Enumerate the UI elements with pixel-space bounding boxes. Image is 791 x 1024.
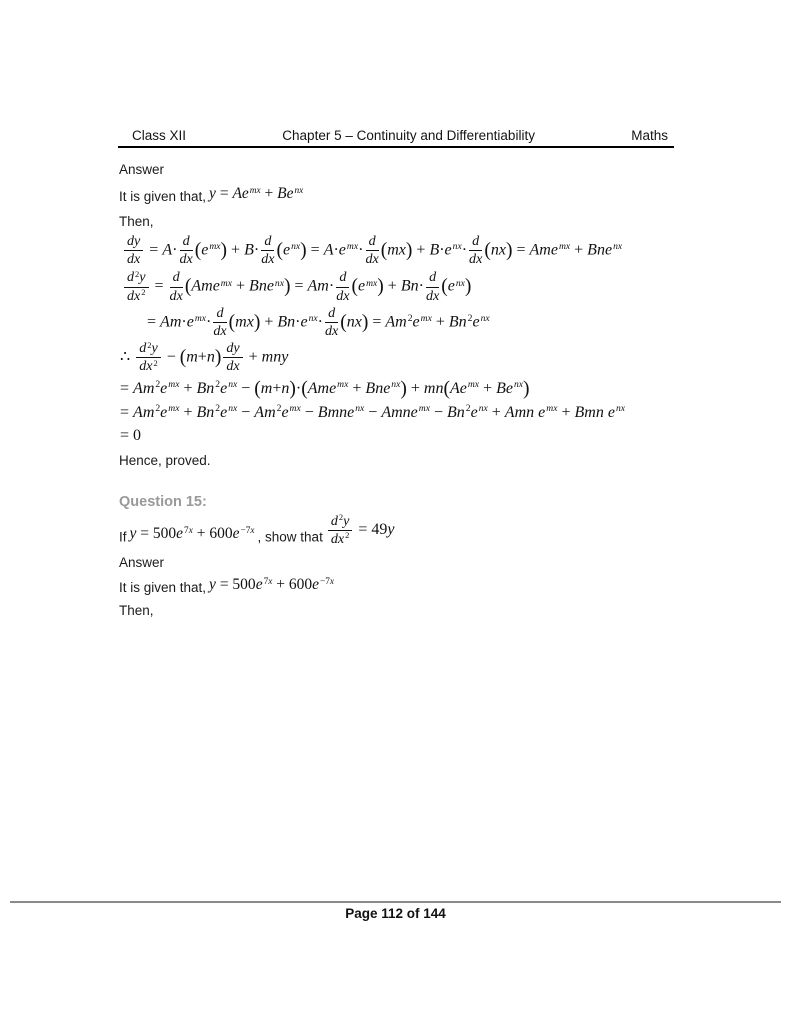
given-prefix: It is given that,: [119, 189, 207, 204]
page-number: Page 112 of 144: [345, 906, 446, 921]
page-content: [119, 155, 699, 619]
then-label-2: Then,: [119, 603, 154, 619]
header-divider: [118, 146, 674, 148]
inline-equation-given-2: $y = 500e^{7x} + 600e^{-7x}$: [209, 576, 335, 594]
equation-line-4: ∴ $\frac{d^2y}{dx^2}$ − (m+n) $\frac{dy}{dx}$ + mny: [120, 339, 289, 375]
answer-label: Answer: [119, 162, 165, 177]
equation-line-3: = $Am\cdot e^{mx}\cdot$ $\frac{d}{dx}$ $(mx) + Bn\cdot e^{nx}\cdot$ $\frac{d}{dx}$ $(nx) = Am^2e^{mx} + Bn^2e^{nx}$: [147, 304, 490, 340]
equation-line-5: = $Am^2e^{mx} + Bn^2e^{nx} - (m+n)\cdot(Ame^{mx} + Bne^{nx}) + mn(Ae^{mx} + Be^{nx})$: [120, 378, 530, 400]
header-subject-label: Maths: [631, 128, 668, 143]
given-prefix-2: It is given that,: [119, 580, 207, 596]
inline-equation-given: $y = Ae^{mx} + Be^{nx}$: [209, 185, 304, 202]
equation-line-6: = $Am^2e^{mx} + Bn^2e^{nx} - Am^2e^{mx}$ − Bmne$^{nx}$ − Amne$^{mx}$ − $Bn^2e^{nx}$ + Amn $e^{mx}$ + Bmn $e^{nx}$: [120, 403, 625, 421]
inline-equation-show: $\frac{d^2y}{dx^2}$ = 49y: [326, 521, 395, 538]
answer-label-2: Answer: [119, 555, 165, 571]
page-header: [118, 128, 674, 144]
equation-line-2: $\frac{d^2y}{dx^2}$ = $\frac{d}{dx}$ (Ame$^{mx}$ + Bne$^{nx}$) = Am· $\frac{d}{dx}$ $(e^{mx}) + Bn\cdot$ $\frac{d}{dx}$ $(e^{nx})$: [122, 270, 699, 303]
question-statement: [119, 512, 699, 554]
header-chapter-title: Chapter 5 – Continuity and Differentiability: [282, 128, 535, 143]
equation-line-1: $\frac{dy}{dx}$ = A· $\frac{d}{dx}$ $(e^{mx}) + B\cdot$ $\frac{d}{dx}$ $(e^{nx}) = A\cdot e^{mx}\cdot$ $\frac{d}{dx}$ $(mx) + B\cdot e^{nx}\cdot$ $\frac{d}{dx}$ (nx) = Ame$^{mx}$ + Bne$^{nx}$: [122, 234, 699, 267]
inline-equation-if: $y = 500e^{7x} + 600e^{-7x}$: [129, 525, 255, 543]
hence-proved-text: Hence, proved.: [119, 452, 211, 468]
equation-line-7: = 0: [120, 426, 142, 444]
question-heading: Question 15:: [119, 493, 207, 510]
header-class-label: Class XII: [132, 128, 187, 143]
then-label: Then,: [119, 214, 154, 229]
footer-divider: [10, 901, 781, 903]
given-line-2: [119, 576, 699, 596]
show-that-label: , show that: [257, 529, 323, 545]
given-line: [119, 185, 699, 205]
if-prefix: If: [119, 529, 127, 545]
